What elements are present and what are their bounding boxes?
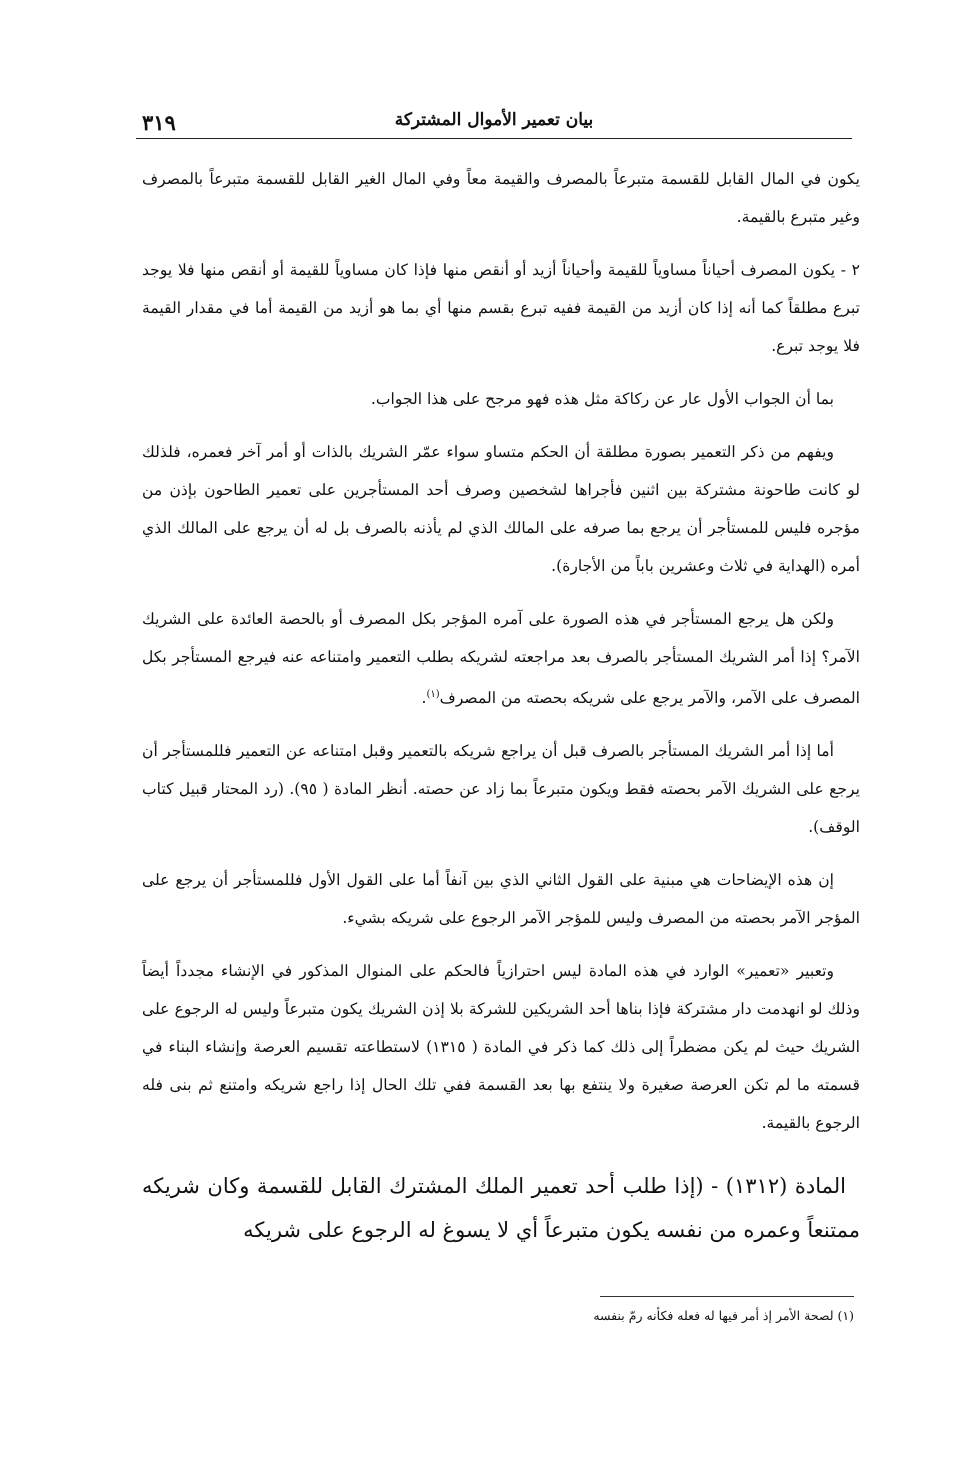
- paragraph: ويفهم من ذكر التعمير بصورة مطلقة أن الحكم متساو سواء عمّر الشريك بالذات أو أمر آخر فعمره، فلذلك لو كانت طاحونة مشتركة بين اثنين فأجراها لشخصين وصرف أحد المستأجرين على تعمير الطاحون بإذن من مؤجره فليس للمستأجر أن يرجع بما صرفه على المالك الذي لم يأذنه بالصرف بل له أن يرجع على المالك الذي أمره (الهداية في ثلاث وعشرين باباً من الأجارة).: [142, 443, 860, 575]
- paragraph: بما أن الجواب الأول عار عن ركاكة مثل هذه فهو مرجح على هذا الجواب.: [370, 390, 834, 408]
- paragraph-text: ولكن هل يرجع المستأجر في هذه الصورة على آمره المؤجر بكل المصرف أو بالحصة العائدة على الشريك الآمر؟ إذا أمر الشريك المستأجر بالصرف بعد مراجعته لشريكه بطلب التعمير وامتناعه عنه فيرجع المستأجر بكل المصرف على الآمر، والآمر يرجع على شريكه بحصته من المصرف: [142, 610, 860, 708]
- article-heading: المادة (١٣١٢) - (إذا طلب أحد تعمير الملك المشترك القابل للقسمة وكان شريكه ممتنعاً وعمره من نفسه يكون متبرعاً أي لا يسوغ له الرجوع على شريكه: [142, 1174, 860, 1243]
- paragraph: [142, 600, 860, 717]
- footnote: (١) لصحة الأمر إذ أمر فيها له فعله فكأنه رمّ بنفسه: [593, 1308, 854, 1323]
- paragraph: ٢ - يكون المصرف أحياناً مساوياً للقيمة وأحياناً أزيد أو أنقص منها فإذا كان مساوياً للقيمة أو أنقص منها فلا يوجد تبرع مطلقاً كما أنه إذا كان أزيد من القيمة ففيه تبرع بقسم منها أي بما هو أزيد من القيمة أما في مقدار القيمة فلا يوجد تبرع.: [142, 261, 860, 355]
- paragraph: أما إذا أمر الشريك المستأجر بالصرف قبل أن يراجع شريكه بالتعمير وقبل امتناعه عن التعمير فللمستأجر أن يرجع على الشريك الآمر بحصته فقط ويكون متبرعاً بما زاد عن حصته. أنظر المادة ( ٩٥). (رد المحتار قبيل كتاب الوقف).: [142, 742, 860, 837]
- paragraph-tail: .: [421, 689, 427, 708]
- footnote-divider: [600, 1296, 854, 1297]
- footnote-reference[interactable]: (١): [426, 689, 440, 700]
- paragraph: وتعبير «تعمير» الوارد في هذه المادة ليس احترازياً فالحكم على المنوال المذكور في الإنشاء مجدداً أيضاً وذلك لو انهدمت دار مشتركة فإذا بناها أحد الشريكين للشركة بلا إذن الشريك يكون متبرعاً وليس له الرجوع على الشريك حيث لم يكن مضطراً إلى ذلك كما ذكر في المادة ( ١٣١٥) لاستطاعته تقسيم العرصة وإنشاء البناء في قسمته ما لم تكن العرصة صغيرة ولا ينتفع بها بعد القسمة ففي تلك الحال إذا راجع شريكه وامتنع ثم بنى فله الرجوع بالقيمة.: [142, 962, 860, 1133]
- paragraph: يكون في المال القابل للقسمة متبرعاً بالمصرف والقيمة معاً وفي المال الغير القابل للقسمة متبرعاً بالمصرف وغير متبرع بالقيمة.: [142, 170, 860, 226]
- running-title: بيان تعمير الأموال المشتركة: [394, 110, 594, 130]
- page-number: ٣١٩: [142, 110, 176, 135]
- paragraph: إن هذه الإيضاحات هي مبنية على القول الثاني الذي بين آنفاً أما على القول الأول فللمستأجر أن يرجع على المؤجر الآمر بحصته من المصرف وليس للمؤجر الآمر الرجوع على شريكه بشيء.: [142, 871, 860, 928]
- body-text: [142, 160, 860, 1267]
- page-header: [136, 104, 852, 139]
